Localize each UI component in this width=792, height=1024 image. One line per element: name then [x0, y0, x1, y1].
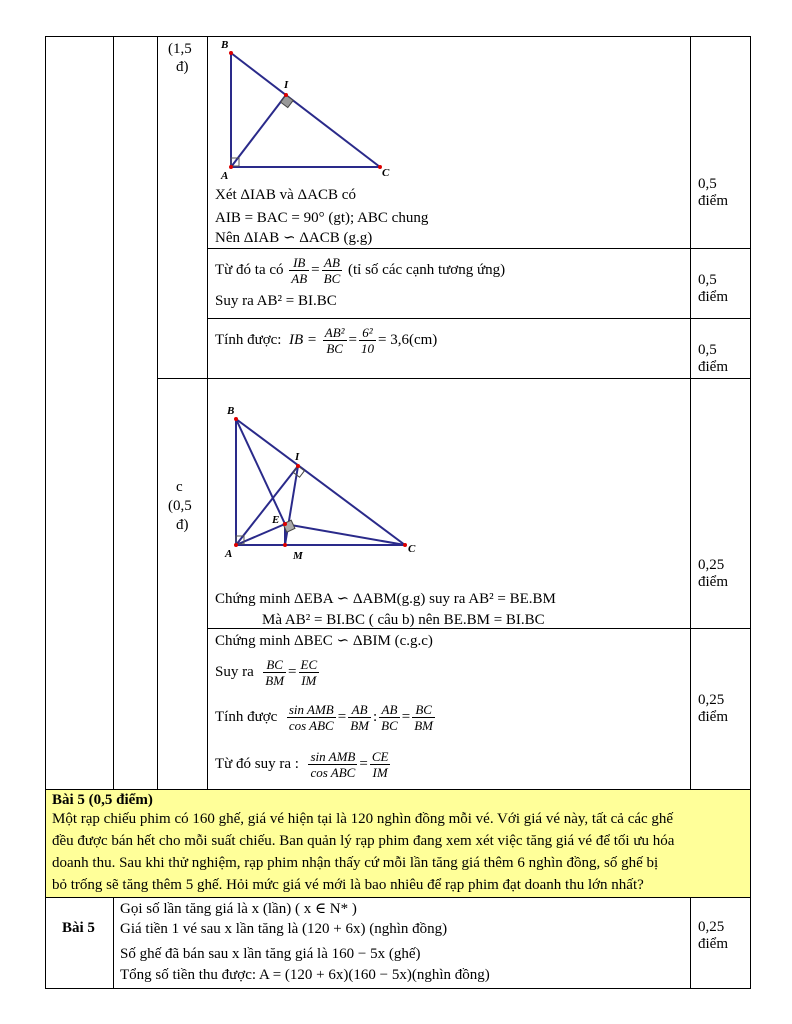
- triangle-figure-b: [212, 38, 402, 183]
- fig-b-label-A: A: [221, 170, 229, 182]
- fig-c-label-C: C: [408, 543, 416, 555]
- c-step2-line1: Chứng minh ΔBEC ∽ ΔBIM (c.g.c): [215, 633, 433, 649]
- c-step2-score: 0,25: [698, 692, 725, 708]
- fig-b-label-I: I: [284, 79, 289, 91]
- bai5-problem-line-3: doanh thu. Sau khi thử nghiệm, rạp phim nhận thấy cứ mỗi lần tăng giá thêm 6 nghìn đồng, số ghế bị: [52, 855, 659, 871]
- part-b-label-2: đ): [176, 59, 189, 75]
- part-c-label-3: đ): [176, 517, 189, 533]
- bai5-problem-line-2: đều được bán hết cho mỗi suất chiếu. Ban quản lý rạp phim đang xem xét việc tăng giá vé để tối ưu hóa: [52, 833, 675, 849]
- b-step2-line2: Suy ra AB² = BI.BC: [215, 293, 337, 309]
- b-step2-ratio: Từ đó ta có $\frac{IB}{AB}$ = $\frac{AB}{BC}$ (tỉ số các cạnh tương ứng): [215, 255, 506, 287]
- part-b-label-1: (1,5: [168, 41, 192, 57]
- bai5-problem-line-1: Một rạp chiếu phim có 160 ghế, giá vé hiện tại là 120 nghìn đồng mỗi vé. Với giá vé này, tất cả các ghế: [52, 811, 674, 827]
- bai5-row-label: Bài 5: [62, 920, 95, 936]
- b-step2-suffix: (tỉ số các cạnh tương ứng): [348, 262, 506, 278]
- b-step1-score-unit: điểm: [698, 193, 728, 209]
- bai5-problem-line-4: bỏ trống sẽ tăng thêm 5 ghế. Hỏi mức giá vé mới là bao nhiêu để rạp phim đạt doanh thu lớn nhất?: [52, 877, 644, 893]
- c-step1-line2: Mà AB² = BI.BC ( câu b) nên BE.BM = BI.BC: [262, 612, 545, 628]
- c-step2-trig: Tính được $\frac{\text{sin AMB}}{\text{cos ABC}}$ = $\frac{AB}{BM}$ : $\frac{AB}{BC}$ = $\frac{BC}{BM}$: [215, 702, 434, 734]
- part-c-label-1: c: [176, 479, 183, 495]
- b-step2-score: 0,5: [698, 272, 717, 288]
- bai5-solution-line-4: Tổng số tiền thu được: A = (120 + 6x)(160 − 5x)(nghìn đồng): [120, 967, 490, 983]
- triangle-figure-c: [215, 400, 425, 565]
- b-step1-line1: Xét ΔIAB và ΔACB có: [215, 187, 356, 203]
- fig-b-label-C: C: [382, 167, 390, 179]
- fig-c-label-A: A: [225, 548, 233, 560]
- c-step1-line1: Chứng minh ΔEBA ∽ ΔABM(g.g) suy ra AB² = BE.BM: [215, 591, 556, 607]
- b-step2-score-unit: điểm: [698, 289, 728, 305]
- bai5-solution-line-3: Số ghế đã bán sau x lần tăng giá là 160 − 5x (ghế): [120, 946, 421, 962]
- bai5-solution-line-1: Gọi số lần tăng giá là x (lần) ( x ∈ N* ): [120, 901, 357, 917]
- c-step2-score-unit: điểm: [698, 709, 728, 725]
- bai5-solution-line-2: Giá tiền 1 vé sau x lần tăng là (120 + 6x) (nghìn đồng): [120, 921, 448, 937]
- fig-c-label-B: B: [227, 405, 235, 417]
- b-step2-prefix: Từ đó ta có: [215, 262, 284, 278]
- fig-b-label-B: B: [221, 39, 229, 51]
- c-step1-score: 0,25: [698, 557, 725, 573]
- b-step1-line2: AIB = BAC = 90° (gt); ABC chung: [215, 210, 429, 226]
- b-step1-line3: Nên ΔIAB ∽ ΔACB (g.g): [215, 230, 373, 246]
- c-step1-score-unit: điểm: [698, 574, 728, 590]
- fig-c-label-M: M: [293, 550, 303, 562]
- b-step3-score: 0,5: [698, 342, 717, 358]
- bai5-score-unit: điểm: [698, 936, 728, 952]
- b-step1-score: 0,5: [698, 176, 717, 192]
- fig-c-label-E: E: [272, 514, 280, 526]
- b-step3-score-unit: điểm: [698, 359, 728, 375]
- part-c-label-2: (0,5: [168, 498, 192, 514]
- c-step2-conclusion: Từ đó suy ra : $\frac{\text{sin AMB}}{\text{cos ABC}}$ = $\frac{CE}{IM}$: [215, 749, 389, 781]
- c-step2-ratio: Suy ra $\frac{BC}{BM}$ = $\frac{EC}{IM}$: [215, 657, 318, 689]
- b-step3-calc: Tính được: IB = $\frac{\text{AB²}}{BC}$ = $\frac{\text{6²}}{10}$ = 3,6(cm): [215, 325, 438, 357]
- fig-c-label-I: I: [295, 451, 300, 463]
- bai5-score: 0,25: [698, 919, 725, 935]
- bai5-title: Bài 5 (0,5 điểm): [52, 792, 153, 808]
